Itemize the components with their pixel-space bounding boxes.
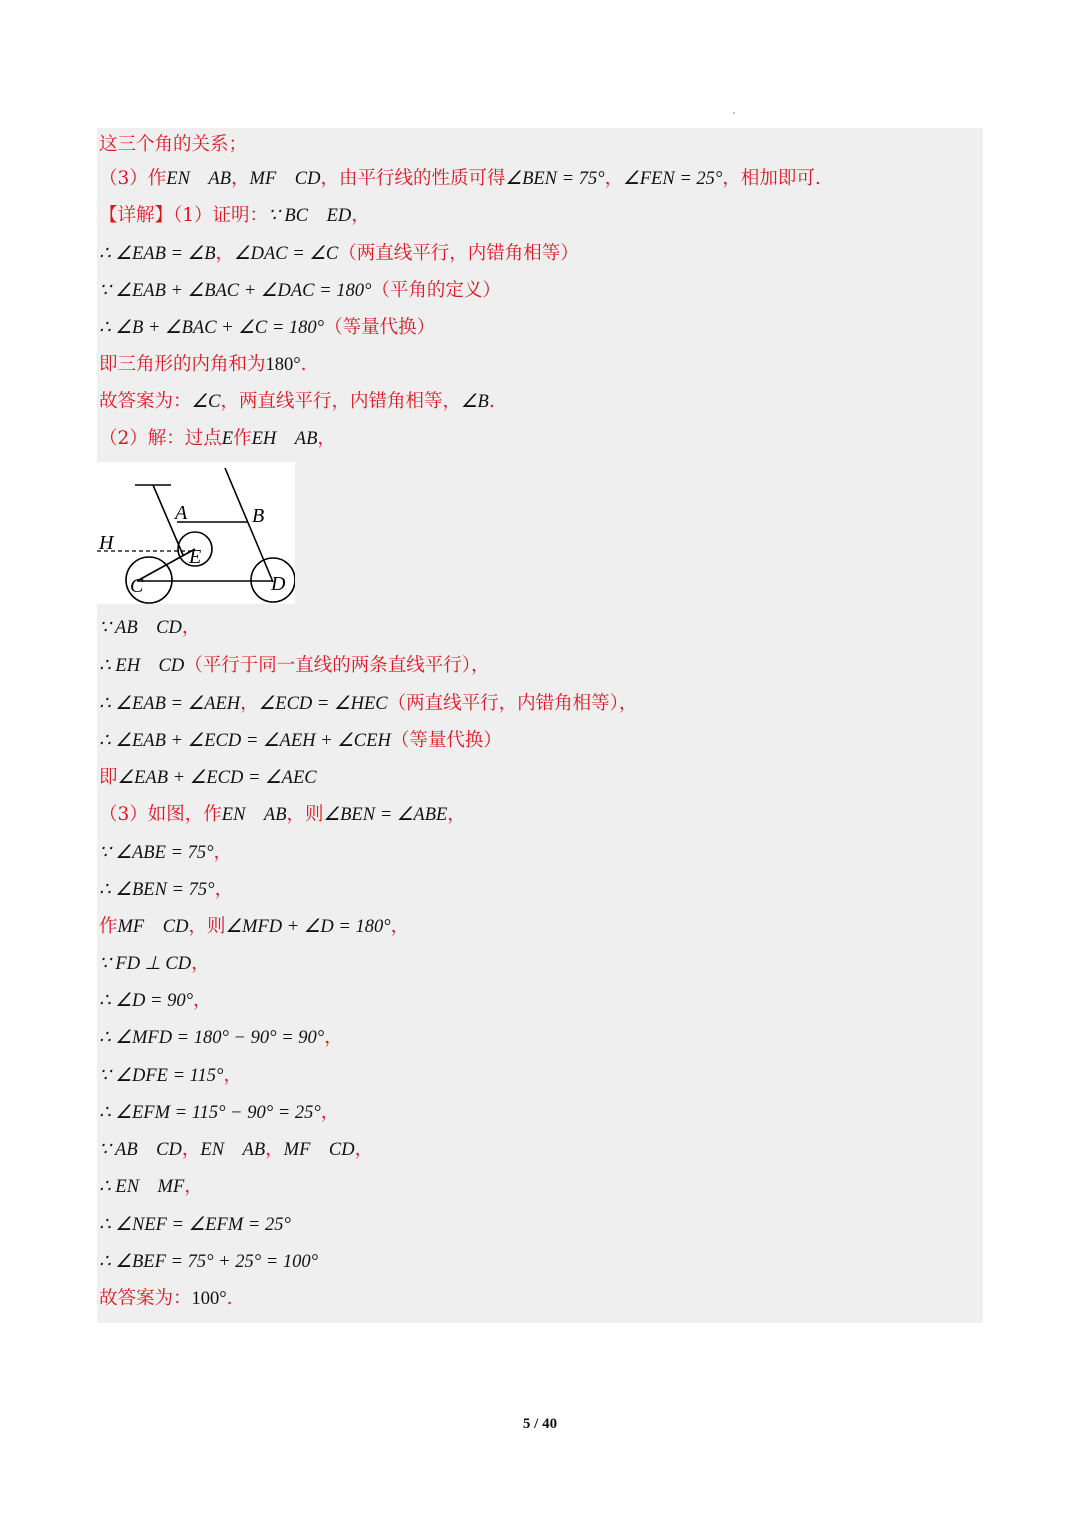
line-text: .: [300, 354, 307, 375]
solution-line: [99, 278, 501, 304]
solution-line: [99, 315, 435, 341]
math-expression: E: [221, 429, 234, 449]
solution-panel: [97, 128, 983, 1323]
line-text: 故答案为：: [99, 391, 192, 412]
solution-line: [99, 914, 409, 940]
solution-line: [99, 951, 210, 977]
solution-line: [99, 615, 200, 641]
line-text: ，由平行线的性质可得: [320, 168, 506, 189]
solution-line: [99, 1286, 233, 1312]
solution-line: [99, 840, 232, 866]
solution-line: [99, 653, 490, 679]
solution-line: [99, 877, 233, 903]
line-text: ，: [214, 879, 234, 900]
line-text: ，: [240, 693, 259, 714]
line-text: （平角的定义）: [371, 280, 501, 301]
math-expression: EN AB: [166, 169, 232, 189]
line-text: ，: [265, 1139, 284, 1160]
solution-line: [99, 426, 336, 452]
label-c: C: [130, 575, 144, 597]
math-expression: ∴ ∠EAB = ∠B: [99, 244, 216, 264]
solution-line: [99, 691, 637, 717]
math-expression: ∴ ∠MFD = 180° − 90° = 90°: [99, 1028, 325, 1048]
solution-line: [99, 166, 821, 192]
line-text: ，: [317, 428, 336, 449]
math-expression: ∵ ∠DFE = 115°: [99, 1066, 224, 1086]
line-text: 即: [99, 767, 118, 788]
math-expression: 100°: [191, 1289, 227, 1309]
math-expression: MF CD: [283, 1140, 355, 1160]
line-text: ，则: [286, 804, 324, 825]
line-text: ，: [213, 842, 233, 863]
geometry-figure: [97, 462, 295, 604]
math-expression: ∴ ∠EFM = 115° − 90° = 25°: [99, 1103, 321, 1123]
solution-line: [99, 1212, 291, 1238]
math-expression: ∵ AB CD: [99, 1140, 182, 1160]
line-text: 作: [99, 916, 118, 937]
line-text: ，: [192, 990, 212, 1011]
math-expression: ∵ ∠ABE = 75°: [99, 843, 214, 863]
line-text: （3）如图，作: [99, 804, 222, 825]
line-text: ，: [354, 1139, 374, 1160]
solution-line: [99, 1174, 203, 1200]
line-text: 作: [233, 428, 252, 449]
solution-line: [99, 203, 370, 229]
math-expression: ∠BEN = ∠ABE: [323, 805, 448, 825]
line-text: ，: [184, 1176, 203, 1197]
label-b: B: [252, 505, 265, 527]
math-expression: ∴ EN MF: [99, 1177, 185, 1197]
line-text: ，: [223, 1065, 242, 1086]
line-text: ，两直线平行，内错角相等，: [220, 391, 461, 412]
math-expression: ∴ EH CD: [99, 656, 185, 676]
page-number: 5 / 40: [522, 1416, 558, 1432]
line-text: ，: [324, 1027, 343, 1048]
math-expression: MF CD: [249, 169, 321, 189]
label-e: E: [189, 546, 202, 568]
line-text: ，: [351, 205, 370, 226]
line-text: 故答案为：: [99, 1288, 192, 1309]
line-text: （等量代换）: [324, 317, 436, 338]
line-text: .: [488, 391, 495, 412]
math-expression: MF CD: [117, 917, 189, 937]
math-expression: ∴ ∠BEN = 75°: [99, 880, 215, 900]
line-text: （等量代换）: [390, 730, 502, 751]
solution-line: [99, 1063, 242, 1089]
line-text: （平行于同一直线的两条直线平行），: [184, 655, 490, 676]
solution-line: [99, 132, 247, 158]
line-text: .: [226, 1288, 233, 1309]
line-text: ，: [181, 617, 201, 638]
math-expression: ∠B: [460, 392, 489, 412]
solution-line: [99, 389, 495, 415]
line-text: （2）解：过点: [99, 428, 222, 449]
math-expression: ∴ ∠D = 90°: [99, 991, 193, 1011]
math-expression: ∴ ∠BEF = 75° + 25° = 100°: [99, 1252, 319, 1272]
label-h: H: [99, 532, 114, 554]
math-expression: ∠BEN = 75°: [505, 169, 605, 189]
line-text: ，: [447, 804, 466, 825]
scan-dot: [733, 112, 735, 114]
math-expression: ∵ ∠EAB + ∠BAC + ∠DAC = 180°: [99, 281, 372, 301]
math-expression: 180°: [265, 355, 301, 375]
line-text: ，则: [188, 916, 226, 937]
solution-line: [99, 1249, 318, 1275]
math-expression: ∵ AB CD: [99, 618, 182, 638]
solution-line: [99, 802, 466, 828]
solution-line: [99, 352, 307, 378]
math-expression: EH AB: [251, 429, 318, 449]
line-text: （两直线平行，内错角相等），: [387, 693, 638, 714]
line-text: ，: [390, 916, 410, 937]
line-text: ，: [181, 1139, 201, 1160]
math-expression: ∴ ∠EAB + ∠ECD = ∠AEH + ∠CEH: [99, 731, 391, 751]
solution-line: [99, 1100, 339, 1126]
line-text: 这三个角的关系；: [99, 134, 248, 155]
line-text: ，相加即可.: [722, 168, 821, 189]
math-expression: ∠EAB + ∠ECD = ∠AEC: [117, 768, 317, 788]
math-expression: ∴ ∠EAB = ∠AEH: [99, 694, 241, 714]
line-text: 即三角形的内角和为: [99, 354, 266, 375]
math-expression: ∴ ∠NEF = ∠EFM = 25°: [99, 1215, 291, 1235]
line-text: ，: [191, 953, 210, 974]
math-expression: EN AB: [200, 1140, 266, 1160]
solution-line: [99, 765, 317, 791]
line-text: ，: [215, 243, 235, 264]
figure-svg: [97, 462, 295, 604]
math-expression: ∠FEN = 25°: [623, 169, 723, 189]
math-expression: ∵ FD ⊥ CD: [99, 954, 192, 974]
line-b-to-d: [225, 468, 273, 582]
math-expression: ∠DAC = ∠C: [234, 244, 339, 264]
solution-line: [99, 988, 212, 1014]
line-text: 【详解】（1）证明：: [99, 205, 269, 226]
line-text: （两直线平行，内错角相等）: [338, 243, 579, 264]
math-expression: EN AB: [221, 805, 287, 825]
line-text: ，: [604, 168, 624, 189]
math-expression: ∴ ∠B + ∠BAC + ∠C = 180°: [99, 318, 325, 338]
solution-line: [99, 1137, 373, 1163]
solution-line: [99, 728, 502, 754]
math-expression: ∠ECD = ∠HEC: [258, 694, 388, 714]
line-text: ，: [231, 168, 250, 189]
label-a: A: [175, 502, 188, 524]
solution-line: [99, 1025, 343, 1051]
label-d: D: [271, 573, 286, 595]
solution-line: [99, 241, 579, 267]
math-expression: ∵ BC ED: [268, 206, 352, 226]
line-text: ，: [320, 1102, 340, 1123]
math-expression: ∠MFD + ∠D = 180°: [225, 917, 391, 937]
math-expression: ∠C: [191, 392, 221, 412]
line-text: （3）作: [99, 168, 167, 189]
